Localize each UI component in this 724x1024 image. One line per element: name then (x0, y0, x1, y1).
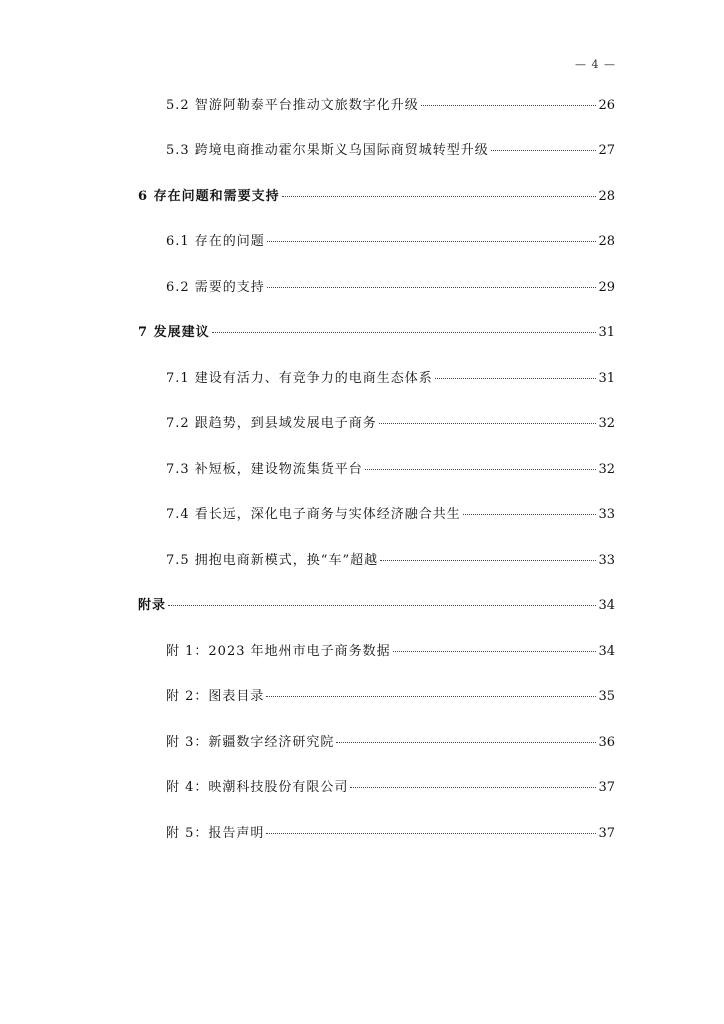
dot-leader (365, 469, 597, 470)
toc-entry-title: 6.2 需要的支持 (166, 280, 265, 295)
toc-entry-6-2[interactable] (166, 276, 615, 300)
dot-leader (393, 651, 597, 652)
toc-entry-appendix-1[interactable] (166, 640, 615, 664)
toc-entry-7-2[interactable] (166, 412, 615, 436)
dot-leader (336, 742, 596, 743)
dot-leader (168, 605, 596, 606)
toc-entry-7-3[interactable] (166, 458, 615, 482)
toc-entry-page: 32 (598, 462, 615, 477)
toc-entry-title: 附 3：新疆数字经济研究院 (166, 735, 335, 750)
toc-entry-page: 31 (598, 371, 615, 386)
toc-entry-6-1[interactable] (166, 230, 615, 254)
toc-entry-7-4[interactable] (166, 503, 615, 527)
toc-entry-6[interactable] (138, 185, 615, 209)
toc-entry-page: 37 (598, 780, 615, 795)
dot-leader (421, 105, 597, 106)
toc-entry-page: 33 (598, 553, 615, 568)
toc-entry-page: 37 (598, 826, 615, 841)
dot-leader (266, 833, 596, 834)
dot-leader (212, 332, 597, 333)
dot-leader (380, 560, 596, 561)
toc-entry-appendix-2[interactable] (166, 685, 615, 709)
toc-entry-title: 附 4：映潮科技股份有限公司 (166, 780, 349, 795)
toc-entry-5-2[interactable] (166, 94, 615, 118)
dot-leader (267, 287, 597, 288)
dot-leader (350, 787, 596, 788)
toc-entry-page: 32 (598, 416, 615, 431)
toc-entry-title: 7.1 建设有活力、有竞争力的电商生态体系 (166, 371, 433, 386)
dot-leader (491, 150, 597, 151)
toc-entry-title: 5.3 跨境电商推动霍尔果斯义乌国际商贸城转型升级 (166, 143, 489, 158)
toc-entry-page: 31 (598, 325, 615, 340)
toc-entry-page: 33 (598, 507, 615, 522)
toc-entry-title: 7 发展建议 (138, 325, 210, 340)
dot-leader (379, 423, 597, 424)
toc-entry-7[interactable] (138, 321, 615, 345)
page-number: — 4 — (575, 58, 616, 71)
toc-entry-page: 26 (598, 98, 615, 113)
toc-entry-title: 7.5 拥抱电商新模式，换“车”超越 (166, 553, 379, 568)
toc-entry-title: 5.2 智游阿勒泰平台推动文旅数字化升级 (166, 98, 419, 113)
toc-entry-page: 28 (598, 189, 615, 204)
toc-entry-page: 34 (598, 644, 615, 659)
toc-entry-page: 35 (598, 689, 615, 704)
toc-entry-appendix-4[interactable] (166, 776, 615, 800)
dot-leader (267, 241, 597, 242)
toc-entry-title: 6.1 存在的问题 (166, 234, 265, 249)
toc-entry-page: 28 (598, 234, 615, 249)
toc-entry-appendix-5[interactable] (166, 822, 615, 846)
toc-entry-page: 34 (598, 598, 615, 613)
toc-entry-title: 7.3 补短板，建设物流集货平台 (166, 462, 363, 477)
dot-leader (282, 196, 597, 197)
toc-entry-appendix-3[interactable] (166, 731, 615, 755)
toc-entry-page: 36 (598, 735, 615, 750)
toc-entry-title: 6 存在问题和需要支持 (138, 189, 280, 204)
toc-entry-7-1[interactable] (166, 367, 615, 391)
dot-leader (266, 696, 596, 697)
toc-entry-page: 29 (598, 280, 615, 295)
toc-entry-page: 27 (598, 143, 615, 158)
toc-entry-title: 附 2：图表目录 (166, 689, 265, 704)
toc-entry-title: 附 1：2023 年地州市电子商务数据 (166, 644, 391, 659)
toc-entry-7-5[interactable] (166, 549, 615, 573)
toc-entry-title: 附录 (138, 598, 167, 613)
dot-leader (463, 514, 597, 515)
toc-entry-title: 7.2 跟趋势，到县域发展电子商务 (166, 416, 377, 431)
toc-entry-5-3[interactable] (166, 139, 615, 163)
toc-entry-title: 附 5：报告声明 (166, 826, 265, 841)
toc-entry-title: 7.4 看长远，深化电子商务与实体经济融合共生 (166, 507, 461, 522)
toc-entry-appendix[interactable] (138, 594, 615, 618)
dot-leader (435, 378, 597, 379)
